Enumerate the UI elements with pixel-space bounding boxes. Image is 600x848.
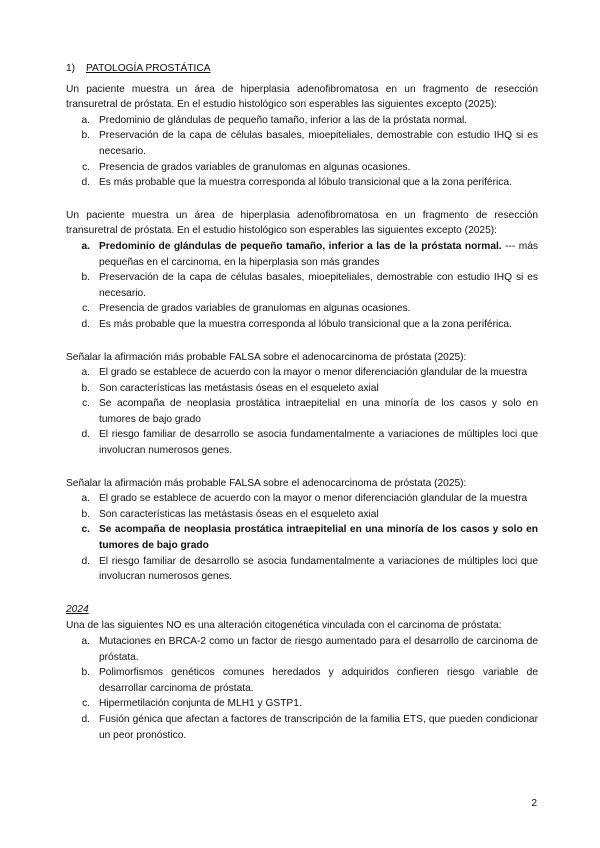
option-d: d. El riesgo familiar de desarrollo se asocia fundamentalmente a variaciones de múltiples loci que involucran numerosos genes. — [81, 429, 538, 457]
question-4 — [66, 476, 538, 585]
option-d: d. Es más probable que la muestra corresponda al lóbulo transicional que a la zona periférica. — [81, 318, 512, 330]
option-b: b. Preservación de la capa de células basales, mioepiteliales, demostrable con estudio IHQ si es necesario. — [81, 130, 538, 157]
section-heading — [66, 61, 538, 77]
option-a: a. El grado se establece de acuerdo con la mayor o menor diferenciación glandular de la muestra — [81, 367, 528, 379]
year-heading: 2024 — [66, 603, 89, 615]
page-number: 2 — [531, 798, 537, 809]
option-a: a. Predominio de glándulas de pequeño tamaño, inferior a las de la próstata normal. — [81, 114, 468, 126]
question-stem: Un paciente muestra un área de hiperplasia adenofibromatosa en un fragmento de resección transuretral de próstata. En el estudio histológico son esperables las siguientes excepto (2025): — [66, 83, 538, 111]
correct-answer-text: Predominio de glándulas de pequeño tamaño, inferior a las de la próstata normal. — [99, 240, 502, 252]
question-1 — [66, 82, 538, 191]
question-5 — [66, 602, 538, 743]
option-c: c. Presencia de grados variables de granulomas en algunas ocasiones. — [82, 161, 411, 173]
option-c: c. Presencia de grados variables de granulomas en algunas ocasiones. — [82, 303, 411, 315]
option-d: d. Es más probable que la muestra corresponda al lóbulo transicional que a la zona periférica. — [81, 177, 512, 189]
option-b: b. Son características las metástasis óseas en el esqueleto axial — [81, 508, 379, 520]
section-number: 1) — [66, 63, 76, 74]
option-d: d. El riesgo familiar de desarrollo se asocia fundamentalmente a variaciones de múltiples loci que involucran numerosos genes. — [81, 555, 538, 583]
option-b: b. Preservación de la capa de células basales, mioepiteliales, demostrable con estudio IHQ si es necesario. — [81, 272, 538, 299]
option-d: d. Fusión génica que afectan a factores de transcripción de la familia ETS, que pueden condicionar un peor pronóstico. — [81, 713, 538, 741]
option-list — [66, 239, 538, 333]
option-c: c. Se acompaña de neoplasia prostática intraepitelial en una minoría de los casos y solo en tumores de bajo grado — [82, 398, 538, 425]
option-a: a. El grado se establece de acuerdo con la mayor o menor diferenciación glandular de la muestra — [81, 493, 528, 505]
option-c: c. Hipermetilación conjunta de MLH1 y GSTP1. — [82, 698, 302, 710]
option-a: a. Mutaciones en BRCA-2 como un factor de riesgo aumentado para el desarrollo de carcinoma de próstata. — [81, 636, 538, 663]
section-title: PATOLOGÍA PROSTÁTICA — [86, 63, 211, 74]
option-a-correct: a. Predominio de glándulas de pequeño tamaño, inferior a las de la próstata normal. --- más pequeñas en el carcinoma, en la hiperplasia son más grandes — [81, 240, 538, 268]
option-b: b. Polimorfismos genéticos comunes heredados y adquiridos confieren riesgo variable de desarrollar carcinoma de próstata. — [81, 667, 538, 694]
question-2 — [66, 208, 538, 333]
correct-answer-text: Se acompaña de neoplasia prostática intraepitelial en una minoría de los casos y solo en tumores de bajo grado — [99, 524, 538, 552]
option-b: b. Son características las metástasis óseas en el esqueleto axial — [81, 382, 379, 394]
question-3 — [66, 350, 538, 459]
question-stem: Un paciente muestra un área de hiperplasia adenofibromatosa en un fragmento de resección transuretral de próstata. En el estudio histológico son esperables las siguientes excepto (2025): — [66, 209, 538, 237]
document-page — [66, 61, 538, 760]
answer-note: --- más pequeñas en el carcinoma, en la hiperplasia son más grandes — [99, 240, 538, 268]
question-stem: Señalar la afirmación más probable FALSA sobre el adenocarcinoma de próstata (2025): — [66, 351, 467, 363]
question-stem: Señalar la afirmación más probable FALSA sobre el adenocarcinoma de próstata (2025): — [66, 477, 467, 489]
question-stem: Una de las siguientes NO es una alteración citogenética vinculada con el carcinoma de próstata: — [66, 620, 502, 632]
option-c-correct: c. Se acompaña de neoplasia prostática intraepitelial en una minoría de los casos y solo en tumores de bajo grado — [66, 522, 538, 553]
option-list — [66, 113, 538, 191]
option-list — [66, 634, 538, 743]
option-list — [66, 365, 538, 459]
option-list — [66, 491, 538, 585]
